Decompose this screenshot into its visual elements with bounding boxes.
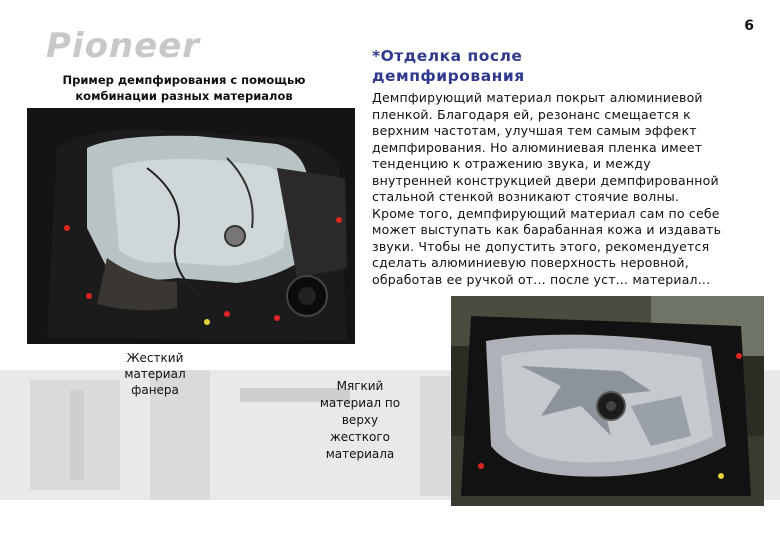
page-number: 6 — [744, 18, 754, 34]
photo-caption: Пример демпфирования с помощью комбинации разных материалов — [62, 73, 306, 103]
section-title: *Отделка после демпфирования — [372, 47, 525, 85]
pioneer-logo: Pioneer — [46, 26, 201, 66]
door-photo-hard-material — [27, 108, 355, 344]
body-text: Демпфирующий материал покрыт алюминиевой пленкой. Благодаря ей, резонанс смещается к верхним частотам, улучшая тем самым эффект демпфирования. Но алюминиевая пленка имеет тенденцию к отражению звука, и между внутренней конструкцией двери демпфированной стальной стенкой возникают стоячие волны. Кроме того, демпфирующий материал сам по себе может выступать как барабанная кожа и издавать звуки. Чтобы не допустить этого, рекомендуется сделать алюминиевую поверхность неровной, обработав ее ручкой от... после уст... материал... — [372, 90, 722, 287]
hard-material-label: Жесткий материал фанера — [124, 351, 186, 397]
soft-material-label: Мягкий материал по верху жесткого материала — [319, 379, 401, 461]
door-photo-soft-material — [451, 296, 764, 506]
